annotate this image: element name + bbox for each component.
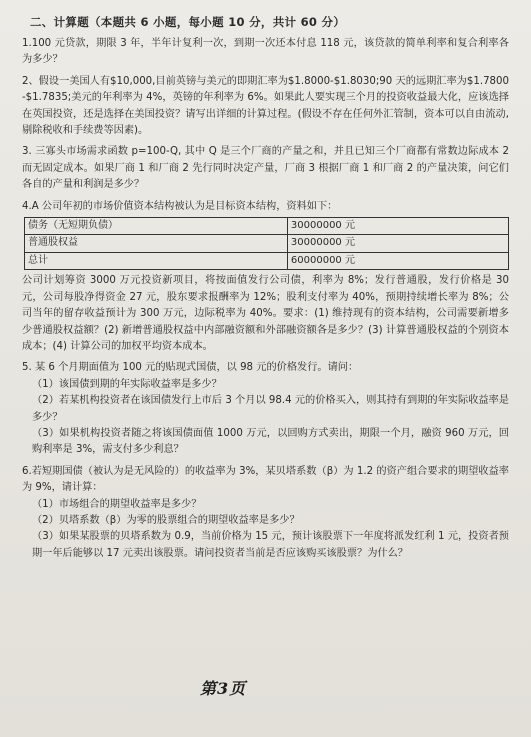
table-cell-value: 30000000 元 (287, 235, 508, 252)
table-cell-label: 总计 (25, 252, 288, 269)
table-cell-label: 普通股权益 (25, 235, 288, 252)
question-4-intro: 4.A 公司年初的市场价值资本结构被认为是目标资本结构，资料如下： (22, 200, 338, 212)
table-row (25, 252, 509, 269)
question-6-part-3: （3）如果某股票的贝塔系数为 0.9，当前价格为 15 元，预计该股票下一年度将派发红利 1 元，投资者预期一年后能够以 17 元卖出该股票。请问投资者当前是否应该购买该股票？为什么？ (32, 531, 509, 559)
question-2 (22, 74, 509, 140)
question-3 (22, 144, 509, 193)
question-1-text: 1.100 元贷款，期限 3 年，半年计复利一次，到期一次还本付息 118 元，该贷款的简单利率和复合利率各为多少？ (22, 38, 509, 66)
question-6-part-1: （1）市场组合的期望收益率是多少？ (32, 498, 202, 510)
question-6 (22, 464, 509, 562)
question-3-text: 3. 三寡头市场需求函数 p=100-Q, 其中 Q 是三个厂商的产量之和，并且已知三个厂商都有常数边际成本 2 而无固定成本。如果厂商 1 和厂商 2 先行同时决定产量，厂商 3 根据厂商 1 和厂商 2 的产量决策，问它们各自的产量和利润是多少？ (22, 146, 509, 191)
question-5-intro: 5. 某 6 个月期面值为 100 元的贴现式国债，以 98 元的价格发行。请问： (22, 362, 359, 374)
question-5-part-1: （1）该国债到期的年实际收益率是多少？ (32, 378, 222, 390)
table-row (25, 235, 509, 252)
section-title: 二、计算题（本题共 6 小题，每小题 10 分，共计 60 分） (30, 15, 346, 29)
question-5 (22, 360, 509, 458)
question-5-part-2: （2）若某机构投资者在该国债发行上市后 3 个月以 98.4 元的价格买入，则其持有到期的年实际收益率是多少？ (32, 395, 509, 423)
question-2-text: 2、假设一美国人有$10,000,目前英镑与美元的即期汇率为$1.8000-$1.8030;90 天的远期汇率为$1.7800-$1.7835;美元的年利率为 4%，英镑的年利率为 6%。如果此人要实现三个月的投资收益最大化，应该选择在英国投资，还是选择在美国投资？请写出详细的计算过程。(假设不存在任何外汇管制，资本可以自由流动,剔除税收和手续费等因素)。 (22, 75, 509, 137)
capital-structure-table (24, 217, 509, 270)
question-4 (22, 199, 509, 356)
question-1 (22, 36, 509, 69)
question-4-body: 公司计划筹资 3000 万元投资新项目，将按面值发行公司债，利率为 8%；发行普通股，发行价格是 30 元，公司每股净得资金 27 元，股东要求报酬率为 12%；股利支付率为 40%，预期持续增长率为 8%；公司当年的留存收益预计为 300 万元，边际税率为 40%。要求：(1) 维持现有的资本结构，公司需要新增多少普通股权益额？(2) 新增普通股权益中内部融资额和外部融资额各是多少？(3) 计算普通股权益的个别资本成本；(4) 计算公司的加权平均资本成本。 (22, 275, 509, 352)
question-6-part-2: （2）贝塔系数（β）为零的股票组合的期望收益率是多少？ (32, 514, 300, 526)
page-number: 第3页 (200, 679, 247, 698)
table-row (25, 218, 509, 235)
question-6-intro: 6.若短期国债（被认为是无风险的）的收益率为 3%，某贝塔系数（β）为 1.2 的资产组合要求的期望收益率为 9%，请计算： (22, 465, 509, 494)
table-cell-label: 债务（无短期负债） (25, 218, 288, 235)
table-cell-value: 30000000 元 (287, 218, 508, 235)
table-cell-value: 60000000 元 (287, 252, 508, 269)
question-5-part-3: （3）如果机构投资者随之将该国债面值 1000 万元，以回购方式卖出，期限一个月，融资 960 万元，回购利率是 3%，需支付多少利息？ (32, 427, 509, 456)
